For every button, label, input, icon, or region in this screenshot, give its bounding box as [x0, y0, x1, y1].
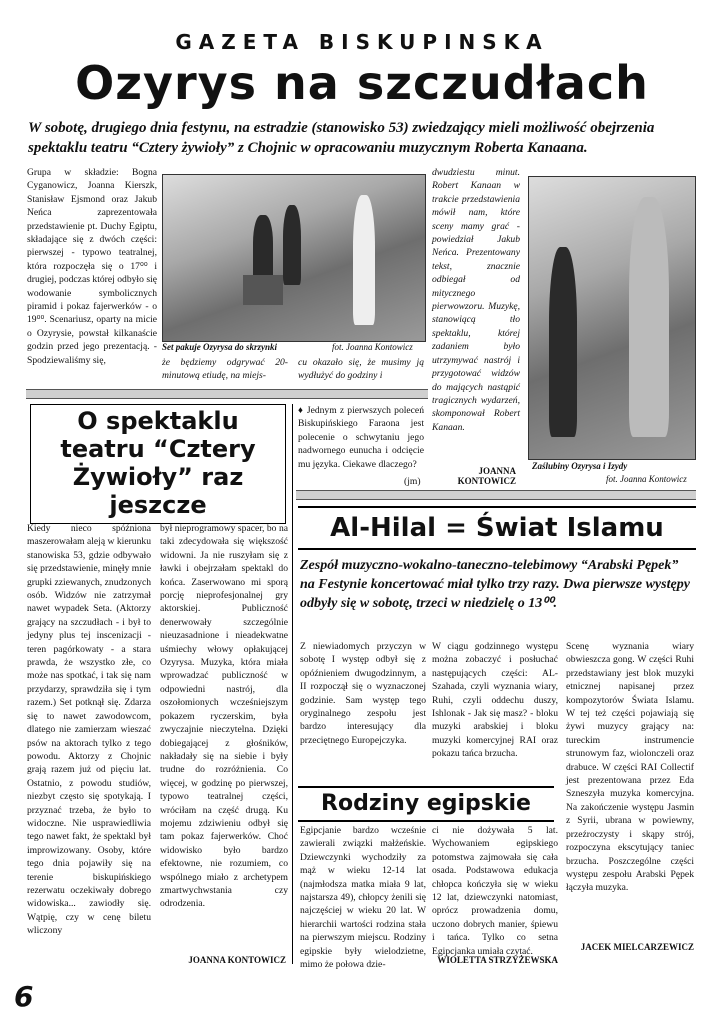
article2-signature: JOANNA KONTOWICZ	[188, 955, 286, 965]
photo2-credit: fot. Joanna Kontowicz	[606, 474, 687, 484]
article3-lead: Zespół muzyczno-wokalno-taneczno-telebimowy “Arabski Pępek” na Festynie koncertować miał tylko trzy razy. Dwa pierwsze występy odbyły się w sobotę, trzeci w niedzielę o 13⁰⁰.	[300, 558, 690, 611]
photo1-credit: fot. Joanna Kontowicz	[332, 342, 413, 352]
article1-col4: dwudziestu minut. Robert Kanaan w trakcie przedstawienia mówił nam, które sceny mamy grać - powiedział Jakub Neńca. Prezentowany tekst, znacznie odbiegał od mitycznego pierwowzoru. Muzykę, stanowiącą tło spektaklu, której zadaniem było utrzymywać nastrój i przygotować widzów do mających nastąpić tragicznych wydarzeń, skomponował Robert Kanaan.	[432, 167, 520, 433]
column-divider	[292, 404, 293, 964]
box-note-signature: (jm)	[404, 476, 421, 487]
article1-signature: JOANNA KONTOWICZ	[457, 466, 516, 486]
article4-col1: Egipcjanie bardzo wcześnie zawierali związki małżeńskie. Dziewczynki wychodziły za mąż w wieku 12-14 lat (najmłodsza matka miała 9 lat, najstarsza 49), chłopcy żenili się najczęściej w wieku 20 lat. W hierarchii wartości rodzina stała na pierwszym miejscu. Rodziny egipskie były wielodzietne, mimo że połowa dzie-	[300, 825, 426, 971]
article2-col2: był nieprogramowy spacer, bo na taki zdecydowała się większość widowni. Ja nie ruszyłam się z ławki i obejrzałam spektakl do końca. Zaserwowano mi sporą porcję nieprofesjonalnej gry aktorskiej. Publiczność denerwowały szczególnie nieuzasadnione i nieadekwatne uśmiechy włowy opłakującej Ozyrysa. Muzyka, która miała wprowadzać publiczność w odpowiedni nastrój, dla oszołomionych wcześniejszym pokazem ryczerskim, była zwyczajnie nieczytelna. Dzięki dobiegającej z głośników, nakładały się na siebie i były trudne do rozróżnienia. Co więcej, w godzinę po pierwszej, typowo teatralnej części, wróciłam na część drugą. Ku mojemu zdziwieniu odbył się tam pokaz fajerwerków. Choć widowisko było bardzo efektowne, nie rozumiem, co wspólnego miało z archetypem zmartwychwstania czy odrodzenia.	[160, 523, 288, 910]
separator-band	[26, 389, 428, 399]
article4-signature: WIOLETTA STRZYŻEWSKA	[437, 955, 558, 965]
article3-col3: Scenę wyznania wiary obwieszcza gong. W części Ruhi przedstawiany jest blok muzyki etnicznej napisanej przez kompozytorów Świata Islamu. W tej też części pojawiają się żywi muzycy grający na: tureckim instrumencie strunowym faz, wiolonczeli oraz drabuce. W części RAI Collectif jest prezentowana przez Eda Szneszyła muzyka komercyjna. Na zakończenie występu Jasmin z Syrii, ubrana w powiewny, przeźroczysty i skąpy strój, rozpoczyna ekscytujący taniec brzucha. Poszczególne części występu zespołu Arabski Pępek łączyła muzyka.	[566, 641, 694, 894]
article3-signature: JACEK MIELCARZEWICZ	[580, 942, 694, 952]
separator-band	[296, 490, 696, 500]
article3-col2: W ciągu godzinnego występu można zobaczyć i posłuchać następujących części: AL-Szahada, czyli wyznania wiary, Ruhi, czyli oddechu duszy, Ishlonak - Jak się masz? - bloku muzyki arabskiej i bloku muzyki komercyjnej RAI oraz pokazu tańca brzucha.	[432, 641, 558, 760]
article3-heading: Al-Hilal = Świat Islamu	[298, 506, 696, 550]
article4-col2: ci nie dożywała 5 lat. Wychowaniem egipskiego potomstwa zajmowała się cała osada. Podstawowa edukacja chłopca kończyła się w wieku 12 lat, dziewczynki natomiast, oprócz prowadzenia domu, uczono dobrych manier, śpiewu i tańca. Tylko co setna Egipcjanka umiała czytać.	[432, 825, 558, 957]
lead-paragraph: W sobotę, drugiego dnia festynu, na estradzie (stanowisko 53) zwiedzający mieli możliwość obejrzenia spektaklu teatru “Cztery żywioły” z Chojnic w opracowaniu muzycznym Roberta Kanaana.	[28, 120, 655, 156]
masthead: GAZETA BISKUPINSKA	[175, 30, 549, 54]
article1-col1: Grupa w składzie: Bogna Cyganowicz, Joanna Kierszk, Stanisław Ejsmond oraz Jakub Neńca zaprezentowała przedstawienie pt. Duchy Egiptu, składające się z dwóch części: pierwszej - typowo teatralnej, która rozpoczęła się o 17⁰⁰ i drugiej, podczas której odbyło się wodowanie symbolicznych piramid i pokaz fajerwerków - o 19⁰⁰. Scenariusz, oparty na micie o Ozyrysie, powstał kilkanaście godzin przed jego prezentacją. - Spodziewaliśmy się,	[27, 167, 157, 366]
article3-col1: Z niewiadomych przyczyn w sobotę I występ odbył się z opóźnieniem dwugodzinnym, a II rozpoczął się o wyznaczonej godzinie. Sam występ tego oryginalnego zespołu jest bardzo interesujący dla przeciętnego Europejczyka.	[300, 641, 426, 746]
article1-col2: że będziemy odgrywać 20-minutową etiudę, na miejs-	[162, 357, 288, 382]
page-title: Ozyrys na szczudłach	[75, 56, 649, 110]
article2-heading: O spektaklu teatru “Cztery Żywioły” raz jeszcze	[30, 404, 286, 524]
article4-heading: Rodziny egipskie	[298, 786, 554, 822]
photo-wedding-osiris-isis	[528, 176, 696, 460]
photo1-caption: Set pakuje Ozyrysa do skrzynki	[162, 342, 278, 352]
article2-col1: Kiedy nieco spóźniona maszerowałam aleją w kierunku stanowiska 53, gdzie odbywało się przedstawienie, minęły mnie grupki zziewanych, znudzonych osób. Widzów nie zatrzymał nawet wypadek Seta. (Aktorzy grający na szczudłach - i był to jedyny plus tej inscenizacji - teren pagórkowaty - a stara prawda, że wszystko złe, co może nas spotkać, i tak się nam przydarzy, sprawdziła się i tym razem.) Set potknął się. Zdarza się to nawet zawodowcom, dlatego nie zamierzam wieszać psów na aktorach tylko z tego powodu. Aktorzy z Chojnic grają razem już od pięciu lat. Ostatnio, z powodu studiów, niezbyt często się spotykają. I przyznać trzeba, że było to widoczne. Nie usprawiedliwia tego nawet fakt, że spektakl był improwizowany. Osoby, które tego dnia pojawiły się na terenie biskupińskiego rezerwatu oczekiwały dobrego widowiska... zawiodły się. Wątpię, czy w cenę biletu wliczony	[27, 523, 151, 937]
page-number: 6	[14, 980, 34, 1013]
photo2-caption: Zaślubiny Ozyrysa i Izydy	[532, 461, 628, 471]
photo-set-packing-osiris	[162, 174, 426, 342]
article1-col3: cu okazało się, że musimy ją wydłużyć do godziny i	[298, 357, 424, 382]
box-note: ♦ Jednym z pierwszych poleceń Biskupińskiego Faraona jest polecenie o schwytaniu jego nadwornego eunucha i odcięcie mu języka. Ciekawe dlaczego?	[298, 405, 424, 470]
